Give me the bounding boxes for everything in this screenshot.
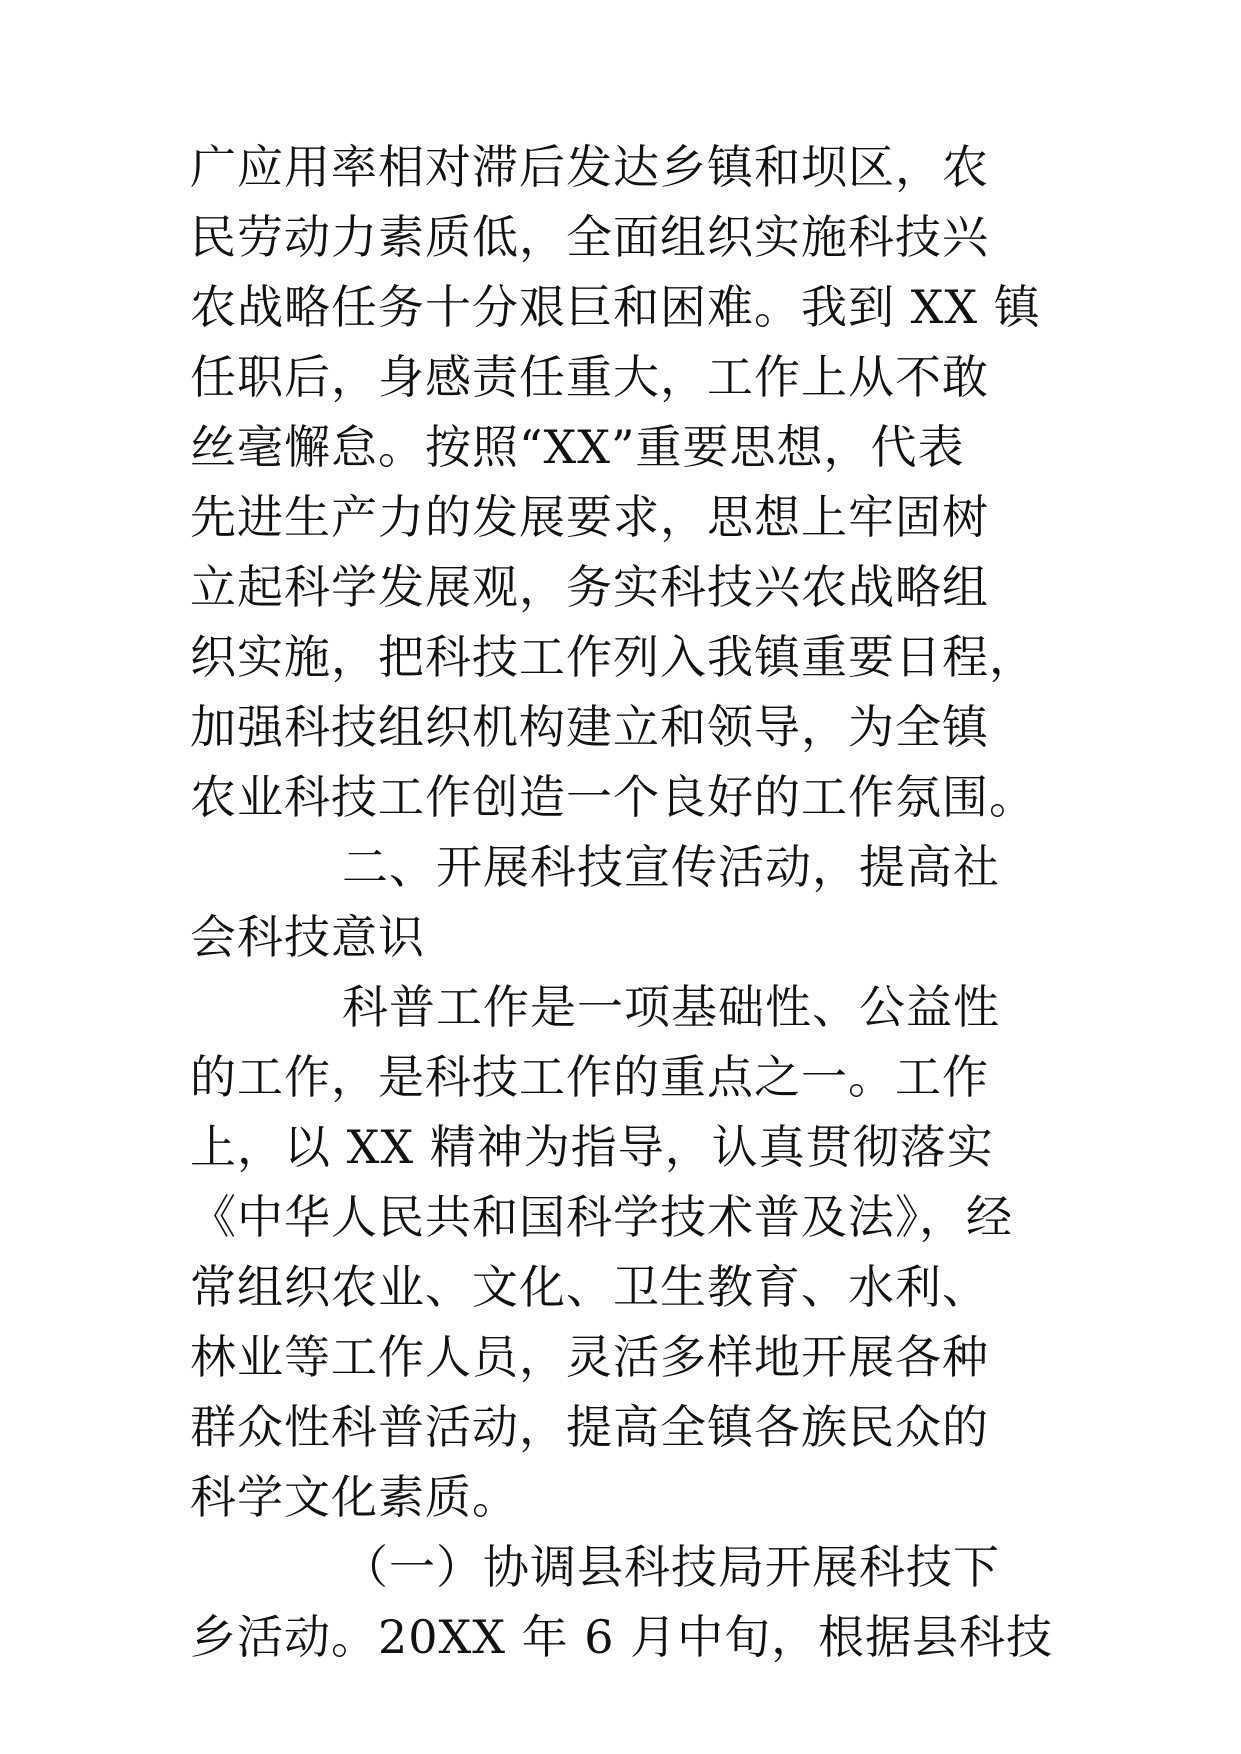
text-line: 常组织农业、文化、卫生教育、水利、 — [190, 1260, 989, 1314]
text-line: 先进生产力的发展要求，思想上牢固树 — [190, 490, 989, 544]
text-line: 织实施，把科技工作列入我镇重要日程， — [190, 630, 1036, 684]
text-line: 农业科技工作创造一个良好的工作氛围。 — [190, 770, 1036, 824]
text-line: 广应用率相对滞后发达乡镇和坝区，农 — [190, 140, 989, 194]
subsection-heading-line: （一）协调县科技局开展科技下 — [342, 1540, 1000, 1594]
section-heading-line: 会科技意识 — [190, 910, 425, 964]
text-line: 民劳动力素质低，全面组织实施科技兴 — [190, 210, 989, 264]
text-line: 上，以 XX 精神为指导，认真贯彻落实 — [190, 1120, 994, 1174]
text-line: 《中华人民共和国科学技术普及法》，经 — [190, 1190, 1013, 1244]
text-line: 立起科学发展观，务实科技兴农战略组 — [190, 560, 989, 614]
text-line: 丝毫懈怠。按照“XX”重要思想，代表 — [190, 420, 965, 474]
text-line: 乡活动。20XX 年 6 月中旬，根据县科技 — [190, 1610, 1054, 1664]
text-line: 科学文化素质。 — [190, 1470, 519, 1524]
text-line: 林业等工作人员，灵活多样地开展各种 — [190, 1330, 989, 1384]
section-heading-line: 二、开展科技宣传活动，提高社 — [342, 840, 1000, 894]
text-line: 的工作，是科技工作的重点之一。工作 — [190, 1050, 989, 1104]
text-line: 加强科技组织机构建立和领导，为全镇 — [190, 700, 989, 754]
text-line: 任职后，身感责任重大，工作上从不敢 — [190, 350, 989, 404]
text-line: 群众性科普活动，提高全镇各族民众的 — [190, 1400, 989, 1454]
text-line: 科普工作是一项基础性、公益性 — [342, 980, 1000, 1034]
text-line: 农战略任务十分艰巨和困难。我到 XX 镇 — [190, 280, 1041, 334]
